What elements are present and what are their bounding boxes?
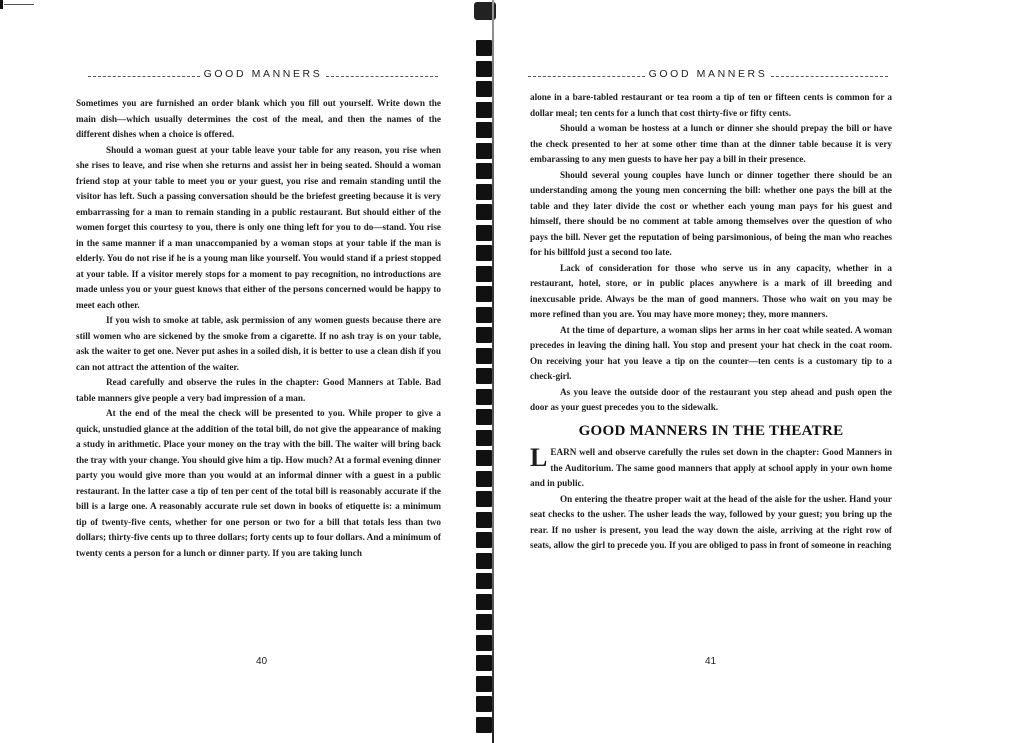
paragraph: Sometimes you are furnished an order blank which you fill out yourself. Write down the main dish—which usually determines the cost of the meal, and then the names of the different dishes when a choice is offered. [76, 98, 441, 139]
binding-hole [476, 40, 492, 56]
binding-hole [476, 204, 492, 220]
binding-hole [476, 717, 492, 733]
paragraph: On entering the theatre proper wait at the head of the aisle for the usher. Hand your seat checks to the usher. The usher leads the way, followed by your guest; you bring up the rear. If no usher is present, you lead the way down the aisle, arriving at the right row of seats, allow the girl to precede you. If you are obliged to pass in front of someone in reaching [530, 493, 892, 550]
binding-hole [476, 614, 492, 630]
paragraph: At the time of departure, a woman slips her arms in her coat while seated. A woman precedes in leaving the dining hall. You stop and present your hat check in the coat room. On receiving your hat you leave a tip on the counter—ten cents is a customary tip to a check-girl. [530, 324, 892, 381]
paragraph: Should several young couples have lunch or dinner together there should be an understanding among the young men concerning the bill: whether one pays the bill at the table and they later divide the cost or whether each young man pays for his guest and himself, there should be no comment at table among themselves over the question of who pays the bill. Never get the reputation of being parsimonious, of being the man who reaches for his billfold just a second too late. [530, 169, 892, 257]
dropcap-letter: L [530, 443, 548, 472]
binding-hole [476, 368, 492, 384]
binding-hole [476, 512, 492, 528]
running-head-rule [528, 76, 645, 77]
running-head-text: GOOD MANNERS [648, 68, 768, 80]
paragraph: Read carefully and observe the rules in the chapter: Good Manners at Table. Bad table manners give people a very bad impression of a man. [76, 377, 441, 403]
page-number-right: 41 [705, 656, 717, 667]
binding-hole [476, 676, 492, 692]
right-page-body [530, 90, 892, 554]
binding-hole [476, 184, 492, 200]
binding-hole [476, 389, 492, 405]
running-head-rule [88, 76, 200, 77]
binding-hole [476, 553, 492, 569]
binding-hole [476, 655, 492, 671]
binding-hole [476, 143, 492, 159]
binding-hole [476, 61, 492, 77]
right-page [500, 0, 1024, 743]
running-head-rule [326, 76, 438, 77]
running-head-rule [771, 76, 888, 77]
paragraph: Should a woman guest at your table leave your table for any reason, you rise when she rises to leave, and rise when she returns and assist her in being seated. Should a woman friend stop at your table to meet you or your guest, you rise and remain standing until the visitor has left. Such a passing conversation should be the briefest greeting because it is very embarrassing for a man to remain standing in a public restaurant. But should either of the women forget this courtesy to you, there is only one thing left for you to do—stand. You rise in the same manner if a man unaccompanied by a woman stops at your table if the man is elderly. You do not rise if he is a young man like yourself. You would stand if a priest stopped at your table. If a visitor merely stops for a moment to pay recognition, no introductions are made unless you or your guest knows that either of the persons concerned would be happy to meet each other. [76, 144, 441, 310]
running-head-right [528, 68, 888, 80]
binding-hole [476, 102, 492, 118]
binding-hole [476, 573, 492, 589]
left-page-body [76, 96, 441, 561]
binding-hole [476, 266, 492, 282]
binding-hole [476, 348, 492, 364]
binding-hole [476, 532, 492, 548]
paragraph: If you wish to smoke at table, ask permission of any women guests because there are still women who are sickened by the smoke from a cigarette. If no ash tray is on your table, ask the waiter to get one. Never put ashes in a soiled dish, it is better to use a clean dish if you can not attract the attention of the waiter. [76, 315, 441, 372]
binding-hole [476, 471, 492, 487]
binding-hole [476, 635, 492, 651]
binding-hole [476, 430, 492, 446]
binding-hole [476, 225, 492, 241]
binding-hole [476, 491, 492, 507]
binding-hole [476, 409, 492, 425]
paragraph-with-dropcap [530, 445, 892, 492]
paragraph: Should a woman be hostess at a lunch or dinner she should prepay the bill or have the check presented to her at some other time than at the dinner table because it is very embarassing to any men guests to have her pay a bill in their presence. [530, 123, 892, 164]
running-head-left [88, 68, 438, 80]
running-head-text: GOOD MANNERS [203, 68, 323, 80]
binding-hole [476, 327, 492, 343]
binding-edge [492, 0, 494, 743]
page-number-left: 40 [256, 656, 268, 667]
binding-hole [476, 122, 492, 138]
paragraph: At the end of the meal the check will be presented to you. While proper to give a quick, unstudied glance at the addition of the total bill, do not give the appearance of making a study in arithmetic. Place your money on the tray with the bill. The waiter will bring back the tray with your change. You should give him a tip. How much? At a formal evening dinner party you would give more than you would at an informal dinner with a guest in a public restaurant. In the latter case a tip of ten per cent of the total bill is reasonably accurate if the bill is a large one. A reasonably accurate rule set down in books of etiquette is: a minimum tip of twenty-five cents, whether for one person or two for a bill that totals less than two dollars; thirty-five cents up to three dollars; forty cents up to four dollars. And a minimum of twenty cents a person for a lunch or dinner party. If you are taking lunch [76, 408, 441, 558]
binding-hole [476, 696, 492, 712]
paragraph: alone in a bare-tabled restaurant or tea room a tip of ten or fifteen cents is common for a dollar meal; ten cents for a lunch that cost thirty-five or fifty cents. [530, 92, 892, 118]
section-title: GOOD MANNERS IN THE THEATRE [578, 422, 844, 439]
binding-hole [476, 307, 492, 323]
paragraph: Lack of consideration for those who serve us in any capacity, whether in a restaurant, hotel, store, or in public places anywhere is a mark of ill breeding and inexcusable pride. Always be the man of good manners. Those who wait on you may be more refined than you are. You may have more money; they, more manners. [530, 262, 892, 319]
binding-hole [476, 245, 492, 261]
binding-hole [476, 286, 492, 302]
binding-hole [476, 450, 492, 466]
binding-hole [476, 81, 492, 97]
paragraph: As you leave the outside door of the restaurant you step ahead and push open the door as your guest precedes you to the sidewalk. [530, 386, 892, 412]
spiral-binding [474, 0, 498, 743]
binding-hole [476, 594, 492, 610]
paragraph-text: EARN well and observe carefully the rules set down in the chapter: Good Manners in the Auditorium. The same good manners that apply at school apply in your own home and in public. [530, 447, 892, 488]
left-page [0, 0, 470, 743]
binding-hole [476, 163, 492, 179]
